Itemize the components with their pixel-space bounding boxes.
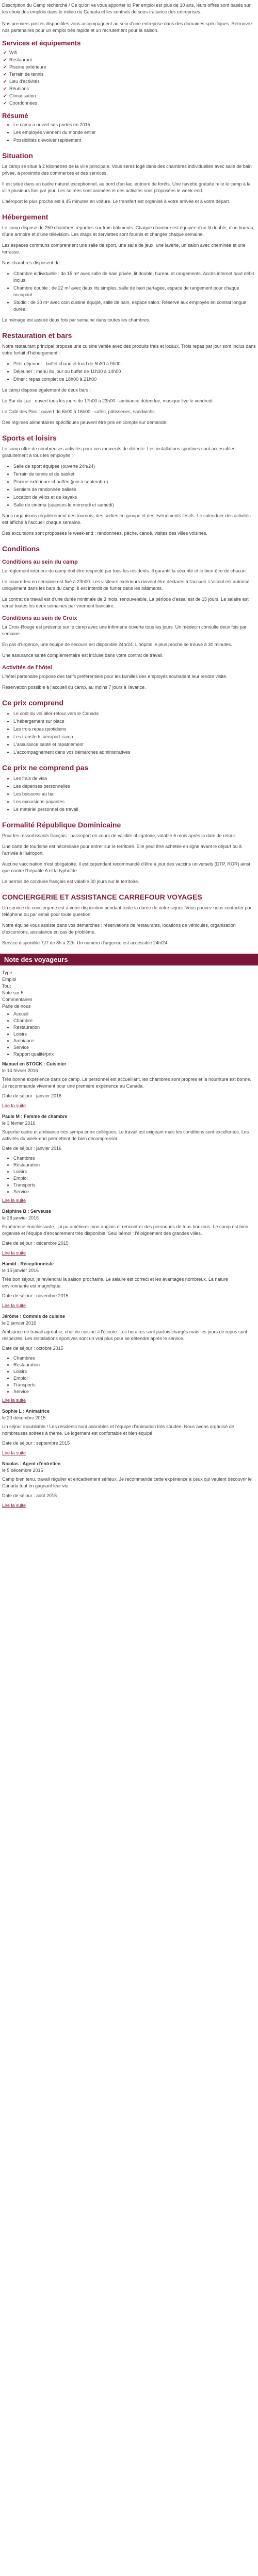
conditions-paragraph: La Croix-Rouge est présente sur le camp avec une infirmerie ouverte tous les jours. Un médecin consulte deux fois par semaine. xyxy=(2,624,247,636)
summary-line: Type xyxy=(2,970,12,975)
list-item: • Chambres xyxy=(13,1355,256,1362)
list-item xyxy=(2,85,256,92)
sports-paragraph: Le camp offre de nombreuses activités pour vos moments de détente. Les installations sportives sont accessibles gratuitement à tous les employés : xyxy=(2,446,236,458)
list-item: • Chambre double : de 22 m² avec deux lits simples, salle de bain partagée, espace de rangement pour chaque occupant. xyxy=(13,285,256,298)
resume-title: Résumé xyxy=(2,112,28,120)
situation-paragraph: Il est situé dans un cadre naturel exceptionnel, au bord d'un lac, entouré de forêts. Une navette gratuite relie le camp à la ville plusieurs fois par jour. Les soirées sont animées et des activités sont proposées le week-end. xyxy=(2,181,251,193)
stay-date: Date de séjour : octobre 2015 xyxy=(2,1346,63,1351)
hebergement-list xyxy=(2,270,256,313)
hebergement-paragraph: Les espaces communs comprennent une salle de sport, une salle de jeux, une laverie, un salon avec cheminée et une terrasse. xyxy=(2,243,246,255)
review-text: Très bonne expérience dans ce camp. Le personnel est accueillant, les chambres sont propres et la nourriture est bonne. Je recommande vivement pour une première expérience au Canada. xyxy=(2,1077,251,1089)
conditions-paragraph: Le couvre-feu en semaine est fixé à 23h00. Les visiteurs extérieurs doivent être déclarés à l'accueil. L'alcool est autorisé uniquement dans les bars du camp. Il est interdit de fumer dans les bâtiments. xyxy=(2,579,250,591)
list-item: • Service xyxy=(13,1388,256,1395)
review-author: Hamid : Réceptionniste xyxy=(2,1261,54,1266)
list-item: • Service xyxy=(13,1189,256,1195)
list-item: • Transports xyxy=(13,1182,256,1189)
list-item xyxy=(2,49,256,56)
concierge-paragraph: Notre équipe vous assiste dans vos démarches : réservations de restaurants, locations de véhicules, organisation d'excursions, assistance en cas de problème. xyxy=(2,923,236,935)
conditions-paragraph: Le contrat de travail est d'une durée minimale de 3 mois, renouvelable. La période d'essai est de 15 jours. Le salaire est versé toutes les deux semaines par virement bancaire. xyxy=(2,597,249,608)
reviews-summary xyxy=(2,970,256,1058)
review-author: Delphine B : Serveuse xyxy=(2,1209,52,1214)
hotel-activities-title: Activités de l'hôtel xyxy=(2,665,52,671)
review-criteria-list xyxy=(2,1155,256,1195)
review-text: Très bon séjour, je reviendrai la saison prochaine. Le salaire est correct et les avantages nombreux. La nature environnante est magnifique. xyxy=(2,1277,228,1289)
list-item: • Chambres xyxy=(13,1155,256,1162)
list-item: • Possibilités d'évoluer rapidement xyxy=(13,137,256,144)
review-date: le 5 décembre 2015 xyxy=(2,1468,43,1473)
list-item: • Salle de cinéma (séances le mercredi et samedi) xyxy=(13,502,256,509)
review-author: Nicolas : Agent d'entretien xyxy=(2,1461,61,1466)
review-card xyxy=(2,1113,256,1204)
list-item: • Emploi xyxy=(13,1175,256,1182)
list-item: • L'hébergement sur place xyxy=(13,718,256,725)
restauration-paragraph: Des régimes alimentaires spécifiques peuvent être pris en compte sur demande. xyxy=(2,420,168,425)
services-list xyxy=(2,49,256,107)
summary-line: Note sur 5 xyxy=(2,990,24,995)
review-text: Superbe cadre et ambiance très sympa entre collègues. Le travail est exigeant mais les conditions sont excellentes. Les activités du week-end permettent de bien décompresser. xyxy=(2,1129,249,1141)
sports-paragraph: Nous organisons régulièrement des tournois, des sorties en groupe et des événements festifs. Le calendrier des activités est affiché à l'accueil chaque semaine. xyxy=(2,513,251,525)
situation-paragraph: L'aéroport le plus proche est à 45 minutes en voiture. Le transfert est organisé à votre arrivée et à votre départ. xyxy=(2,199,230,204)
restauration-title: Restauration et bars xyxy=(2,331,72,340)
review-date: le 2 janvier 2016 xyxy=(2,1320,37,1326)
summary-line: Commentaires xyxy=(2,997,33,1002)
list-item-label: Piscine extérieure xyxy=(9,64,46,70)
hebergement-paragraph: Le camp dispose de 250 chambres réparties sur trois bâtiments. Chaque chambre est équipée d'un lit double, d'un bureau, d'une armoire et d'une télévision. Les draps et serviettes sont fournis et changés chaque semaine. xyxy=(2,225,255,237)
list-item: • Service xyxy=(13,1044,256,1051)
stay-date: Date de séjour : novembre 2015 xyxy=(2,1293,69,1298)
review-card xyxy=(2,1208,256,1257)
list-item: • Emploi xyxy=(13,1375,256,1382)
summary-line: Tout xyxy=(2,984,11,989)
check-icon: ✔ xyxy=(3,100,7,106)
hebergement-paragraph: Nos chambres disposent de : xyxy=(2,260,62,265)
list-item: • Piscine extérieure chauffée (juin à septembre) xyxy=(13,479,256,485)
list-item-label: Réunions xyxy=(9,86,29,91)
list-item: • Les boissons au bar xyxy=(13,791,256,798)
list-item: • Restauration xyxy=(13,1162,256,1168)
conditions-paragraph: Une assurance santé complémentaire est incluse dans votre contrat de travail. xyxy=(2,653,164,658)
list-item: • Transports xyxy=(13,1382,256,1388)
formalities-paragraph: Le permis de conduire français est valable 30 jours sur le territoire. xyxy=(2,879,139,884)
restauration-intro: Notre restaurant principal propose une cuisine variée avec des produits frais et locaux. Trois repas par jour sont inclus dans votre forfait d'hébergement : xyxy=(2,344,256,355)
check-icon: ✔ xyxy=(3,50,7,55)
price-includes-list xyxy=(2,710,256,756)
review-criteria-list xyxy=(2,1355,256,1395)
stay-date: Date de séjour : janvier 2016 xyxy=(2,1146,62,1151)
stay-date: Date de séjour : janvier 2016 xyxy=(2,1093,62,1098)
list-item: • Loisirs xyxy=(13,1168,256,1175)
list-item xyxy=(2,78,256,85)
list-item: • Studio : de 30 m² avec coin cuisine équipé, salle de bain, espace salon. Réservé aux employés en contrat longue durée. xyxy=(13,299,256,313)
read-more-link[interactable]: Lire la suite xyxy=(2,1303,26,1308)
restauration-paragraph: Le camp dispose également de deux bars : xyxy=(2,387,91,393)
review-card xyxy=(2,1461,256,1509)
conditions-croix-title: Conditions au sein de Croix xyxy=(2,615,77,621)
list-item: • Le coût du vol aller-retour vers le Canada xyxy=(13,710,256,717)
reviews-header: Note des voyageurs xyxy=(0,954,258,965)
situation-paragraph: Le camp se situe à 2 kilomètres de la ville principale. Vous serez logé dans des chambres individuelles avec salle de bain privée, à proximité des commerces et des services. xyxy=(2,164,252,176)
list-item: • Loisirs xyxy=(13,1031,256,1038)
review-card xyxy=(2,1061,256,1109)
review-author: Manuel en STOCK : Cuisinier xyxy=(2,1061,67,1066)
sports-list xyxy=(2,463,256,509)
formalities-title: Formalité République Dominicaine xyxy=(2,821,121,829)
check-icon: ✔ xyxy=(3,79,7,84)
review-date: le 14 février 2016 xyxy=(2,1068,38,1073)
review-author: Jérôme : Commis de cuisine xyxy=(2,1314,66,1319)
list-item: • Accueil xyxy=(13,1011,256,1018)
list-item: • Les frais de visa xyxy=(13,775,256,782)
intro-paragraph: Description du Camp recherché / Ce qu'on va vous apporter ici Par emploi est plus de 10 ans, leurs offres sont basés sur les choix des emplois dans le milieu du Canada et les contrats de sous-traitance des entreprises. xyxy=(2,3,251,14)
stay-date: Date de séjour : septembre 2015 xyxy=(2,1440,70,1446)
check-icon: ✔ xyxy=(3,57,7,62)
stay-date: Date de séjour : août 2015 xyxy=(2,1493,57,1498)
review-text: Camp bien tenu, travail régulier et encadrement sérieux. Je recommande cette expérience à ceux qui veulent découvrir le Canada tout en gagnant leur vie. xyxy=(2,1477,252,1488)
list-item: • Ambiance xyxy=(13,1038,256,1044)
price-excludes-title: Ce prix ne comprend pas xyxy=(2,764,89,772)
stay-date: Date de séjour : décembre 2015 xyxy=(2,1241,69,1246)
price-includes-title: Ce prix comprend xyxy=(2,699,64,707)
list-item: • Chambre individuelle : de 15 m² avec salle de bain privée, lit double, bureau et rangements. Accès internet haut débit inclus. xyxy=(13,270,256,284)
restauration-paragraph: Le Bar du Lac : ouvert tous les jours de 17h00 à 23h00 - ambiance détendue, musique live le vendredi xyxy=(2,398,213,403)
list-item-label: Wifi xyxy=(9,50,17,55)
list-item xyxy=(2,71,256,78)
review-card xyxy=(2,1313,256,1404)
restauration-list xyxy=(2,361,256,383)
list-item: • Les dépenses personnelles xyxy=(13,783,256,790)
list-item xyxy=(2,56,256,63)
concierge-paragraph: Service disponible 7j/7 de 8h à 22h. Un numéro d'urgence est accessible 24h/24. xyxy=(2,940,169,945)
formalities-paragraph: Une carte de tourisme est nécessaire pour entrer sur le territoire. Elle peut être achetée en ligne avant le départ ou à l'arrivée à l'aéroport. xyxy=(2,844,242,856)
conditions-camp-title: Conditions au sein du camp xyxy=(2,559,78,565)
check-icon: ✔ xyxy=(3,93,7,98)
list-item-label: Lieu d'activités xyxy=(9,79,40,84)
formalities-paragraph: Aucune vaccination n'est obligatoire. Il est cependant recommandé d'être à jour des vaccins universels (DTP, ROR) ainsi que contre l'hépatite A et la typhoïde. xyxy=(2,861,250,873)
list-item: • Petit déjeuner : buffet chaud et froid de 5h30 à 9h00 xyxy=(13,361,256,367)
review-text: Expérience enrichissante, j'ai pu améliorer mon anglais et rencontrer des personnes de tous horizons. Le camp est bien organisé et l'équipe d'encadrement très disponible. Seul bémol : l'éloignement des grandes villes. xyxy=(2,1224,248,1236)
list-item: • Location de vélos et de kayaks xyxy=(13,494,256,501)
read-more-link[interactable]: Lire la suite xyxy=(2,1198,26,1203)
list-item: • Chambre xyxy=(13,1018,256,1024)
list-item: • Loisirs xyxy=(13,1368,256,1375)
concierge-paragraph: Un service de conciergerie est à votre disposition pendant toute la durée de votre séjour. Vous pouvez nous contacter par téléphone ou par email pour toute question. xyxy=(2,905,252,917)
list-item: • Restauration xyxy=(13,1362,256,1368)
list-item: • Restauration xyxy=(13,1024,256,1031)
services-title: Services et équipements xyxy=(2,39,81,47)
list-item xyxy=(2,63,256,71)
formalities-paragraph: Pour les ressortissants français : passeport en cours de validité obligatoire, valable 6 mois après la date de retour. xyxy=(2,833,236,838)
list-item: • Le matériel personnel de travail xyxy=(13,806,256,813)
list-item: • Les employés viennent du monde entier xyxy=(13,129,256,136)
list-item: • Sentiers de randonnée balisés xyxy=(13,486,256,493)
read-more-link[interactable]: Lire la suite xyxy=(2,1250,26,1256)
list-item-label: Climatisation xyxy=(9,93,36,98)
list-item: • Rapport qualité/prix xyxy=(13,1051,256,1058)
conditions-paragraph: En cas d'urgence, une équipe de secours est disponible 24h/24. L'hôpital le plus proche se trouve à 30 minutes. xyxy=(2,642,232,647)
restauration-paragraph: Le Café des Pins : ouvert de 6h00 à 16h00 - cafés, pâtisseries, sandwichs xyxy=(2,409,155,414)
situation-title: Situation xyxy=(2,151,33,160)
review-date: le 15 janvier 2016 xyxy=(2,1268,39,1273)
review-card xyxy=(2,1261,256,1309)
review-date: le 3 février 2016 xyxy=(2,1121,36,1126)
summary-line: Parle de nous xyxy=(2,1004,31,1009)
summary-criteria-list xyxy=(2,1011,256,1058)
resume-list xyxy=(2,122,256,144)
list-item xyxy=(2,92,256,99)
list-item-label: Restaurant xyxy=(9,57,33,62)
read-more-link[interactable]: Lire la suite xyxy=(2,1103,26,1108)
list-item: • Le camp a ouvert ses portes en 2015 xyxy=(13,122,256,128)
list-item: • Dîner : repas complet de 18h00 à 21h00 xyxy=(13,376,256,383)
conditions-paragraph: Le règlement intérieur du camp doit être respecté par tous les résidents. Il garantit la sécurité et le bien-être de chacun. xyxy=(2,568,247,573)
review-author: Paule M : Femme de chambre xyxy=(2,1114,68,1119)
check-icon: ✔ xyxy=(3,72,7,77)
hebergement-title: Hébergement xyxy=(2,213,49,221)
list-item: • Terrain de tennis et de basket xyxy=(13,471,256,478)
conditions-title: Conditions xyxy=(2,545,40,553)
conditions-paragraph: L'hôtel partenaire propose des tarifs préférentiels pour les familles des employés souhaitant leur rendre visite. xyxy=(2,674,228,679)
list-item: • L'accompagnement dans vos démarches administratives xyxy=(13,749,256,756)
price-excludes-list xyxy=(2,775,256,813)
review-author: Sophie L : Animatrice xyxy=(2,1409,50,1414)
concierge-title: CONCIERGERIE ET ASSISTANCE CARREFOUR VOYAGES xyxy=(2,893,202,901)
list-item-label: Coordonnées xyxy=(9,100,38,106)
review-text: Ambiance de travail agréable, chef de cuisine à l'écoute. Les horaires sont parfois chargés mais les jours de repos sont respectés. Les installations sportives sont un vrai plus pour se détendre après le service. xyxy=(2,1329,247,1341)
list-item: • Déjeuner : menu du jour ou buffet de 11h30 à 14h00 xyxy=(13,368,256,375)
review-date: le 28 janvier 2016 xyxy=(2,1215,39,1221)
read-more-link[interactable]: Lire la suite xyxy=(2,1398,26,1403)
sports-title: Sports et loisirs xyxy=(2,434,57,442)
list-item: • Les transferts aéroport-camp xyxy=(13,734,256,740)
list-item: • Les trois repas quotidiens xyxy=(13,726,256,733)
read-more-link[interactable]: Lire la suite xyxy=(2,1450,26,1455)
check-icon: ✔ xyxy=(3,64,7,70)
check-icon: ✔ xyxy=(3,86,7,91)
sports-paragraph: Des excursions sont proposées le week-end : randonnées, pêche, canoë, visites des villes voisines. xyxy=(2,531,207,536)
review-card xyxy=(2,1408,256,1456)
conditions-paragraph: Réservation possible à l'accueil du camp, au moins 7 jours à l'avance. xyxy=(2,685,146,690)
list-item: • Les excursions payantes xyxy=(13,799,256,805)
list-item: • L'assurance santé et rapatriement xyxy=(13,741,256,748)
list-item: • Salle de sport équipée (ouverte 24h/24) xyxy=(13,463,256,470)
read-more-link[interactable]: Lire la suite xyxy=(2,1503,26,1508)
list-item-label: Terrain de tennis xyxy=(9,72,44,77)
list-item xyxy=(2,99,256,107)
review-date: le 20 décembre 2015 xyxy=(2,1415,46,1420)
hebergement-footer: Le ménage est assuré deux fois par semaine dans toutes les chambres. xyxy=(2,317,151,323)
summary-line: Emploi xyxy=(2,977,17,982)
intro-paragraph: Nos premiers postes disponibles vous accompagnent au sein d'une entreprise dans des domaines spécifiques. Retrouvez nos partenaires pour un emploi très rapide et un recrutement pour la saison. xyxy=(2,21,253,33)
review-text: Un séjour inoubliable ! Les résidents sont adorables et l'équipe d'animation très soudée. Nous avons organisé de nombreuses soirées à thème. Le logement est confortable et bien équipé. xyxy=(2,1424,234,1436)
